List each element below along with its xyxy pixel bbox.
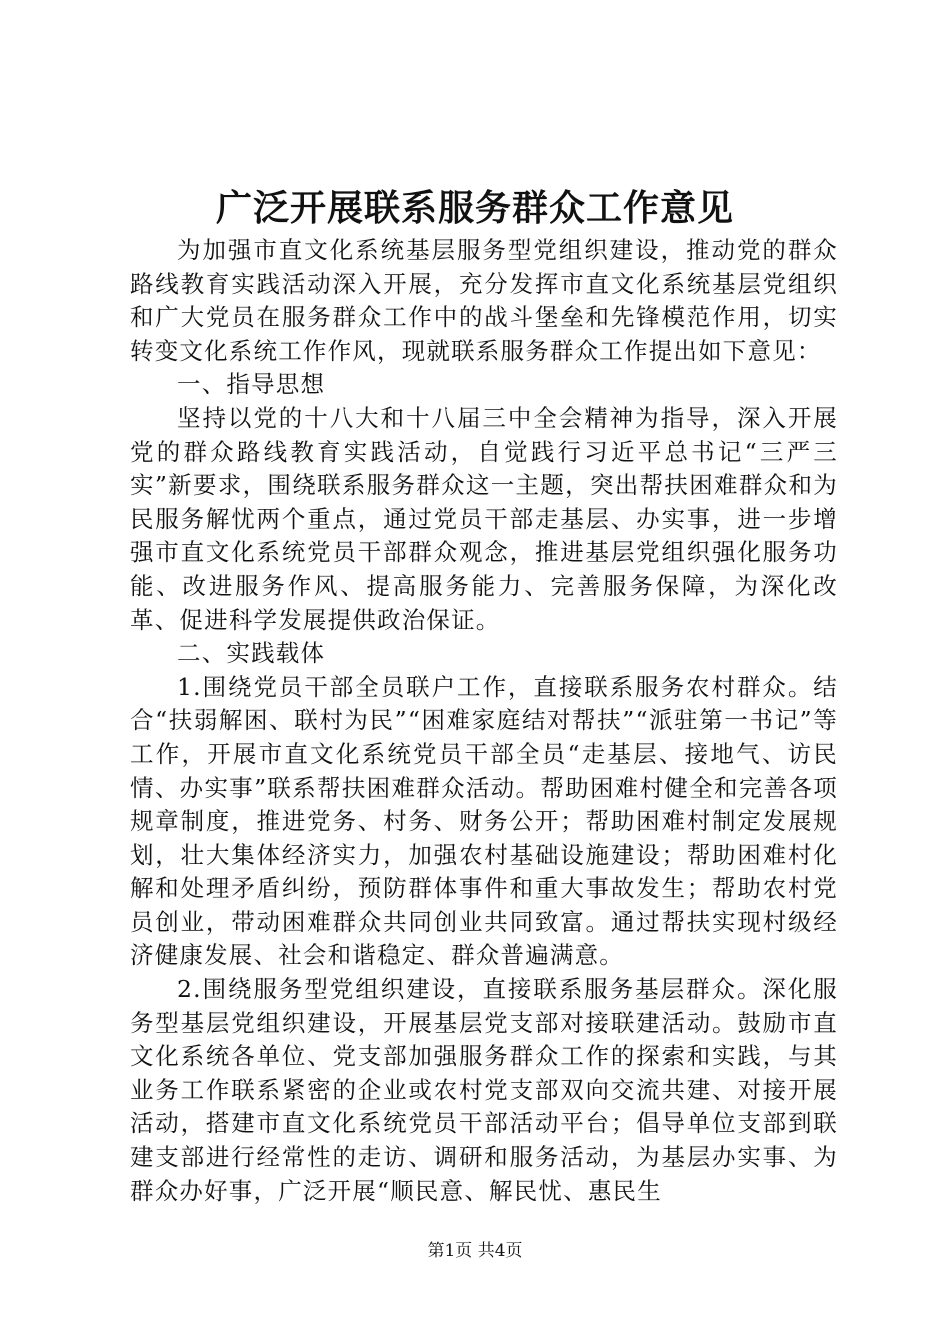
practice-item-2-paragraph: 2.围绕服务型党组织建设，直接联系服务基层群众。深化服务型基层党组织建设，开展基层党支部对接联建活动。鼓励市直文化系统各单位、党支部加强服务群众工作的探索和实践，与其业务工作联系紧密的企业或农村党支部双向交流共建、对接开展活动，搭建市直文化系统党员干部活动平台；倡导单位支部到联建支部进行经常性的走访、调研和服务活动，为基层办实事、为群众办好事，广泛开展“顺民意、解民忧、惠民生 — [130, 975, 838, 1205]
document-body — [130, 234, 838, 1208]
section-heading-guiding-ideology: 一、指导思想 — [177, 370, 326, 399]
page-number-footer: 第1页 共4页 — [427, 1241, 523, 1261]
document-title: 广泛开展联系服务群众工作意见 — [215, 187, 734, 229]
intro-paragraph: 为加强市直文化系统基层服务型党组织建设，推动党的群众路线教育实践活动深入开展，充分发挥市直文化系统基层党组织和广大党员在服务群众工作中的战斗堡垒和先锋模范作用，切实转变文化系统工作作风，现就联系服务群众工作提出如下意见： — [130, 236, 838, 365]
practice-item-1-paragraph: 1.围绕党员干部全员联户工作，直接联系服务农村群众。结合“扶弱解困、联村为民”“困难家庭结对帮扶”“派驻第一书记”等工作，开展市直文化系统党员干部全员“走基层、接地气、访民情、办实事”联系帮扶困难群众活动。帮助困难村健全和完善各项规章制度，推进党务、村务、财务公开；帮助困难村制定发展规划，壮大集体经济实力，加强农村基础设施建设；帮助困难村化解和处理矛盾纠纷，预防群体事件和重大事故发生；帮助农村党员创业，带动困难群众共同创业共同致富。通过帮扶实现村级经济健康发展、社会和谐稳定、群众普遍满意。 — [130, 672, 838, 970]
section-heading-practice-carrier: 二、实践载体 — [177, 639, 326, 668]
guiding-ideology-paragraph: 坚持以党的十八大和十八届三中全会精神为指导，深入开展党的群众路线教育实践活动，自觉践行习近平总书记“三严三实”新要求，围绕联系服务群众这一主题，突出帮扶困难群众和为民服务解忧两个重点，通过党员干部走基层、办实事，进一步增强市直文化系统党员干部群众观念，推进基层党组织强化服务功能、改进服务作风、提高服务能力、完善服务保障，为深化改革、促进科学发展提供政治保证。 — [130, 403, 838, 634]
